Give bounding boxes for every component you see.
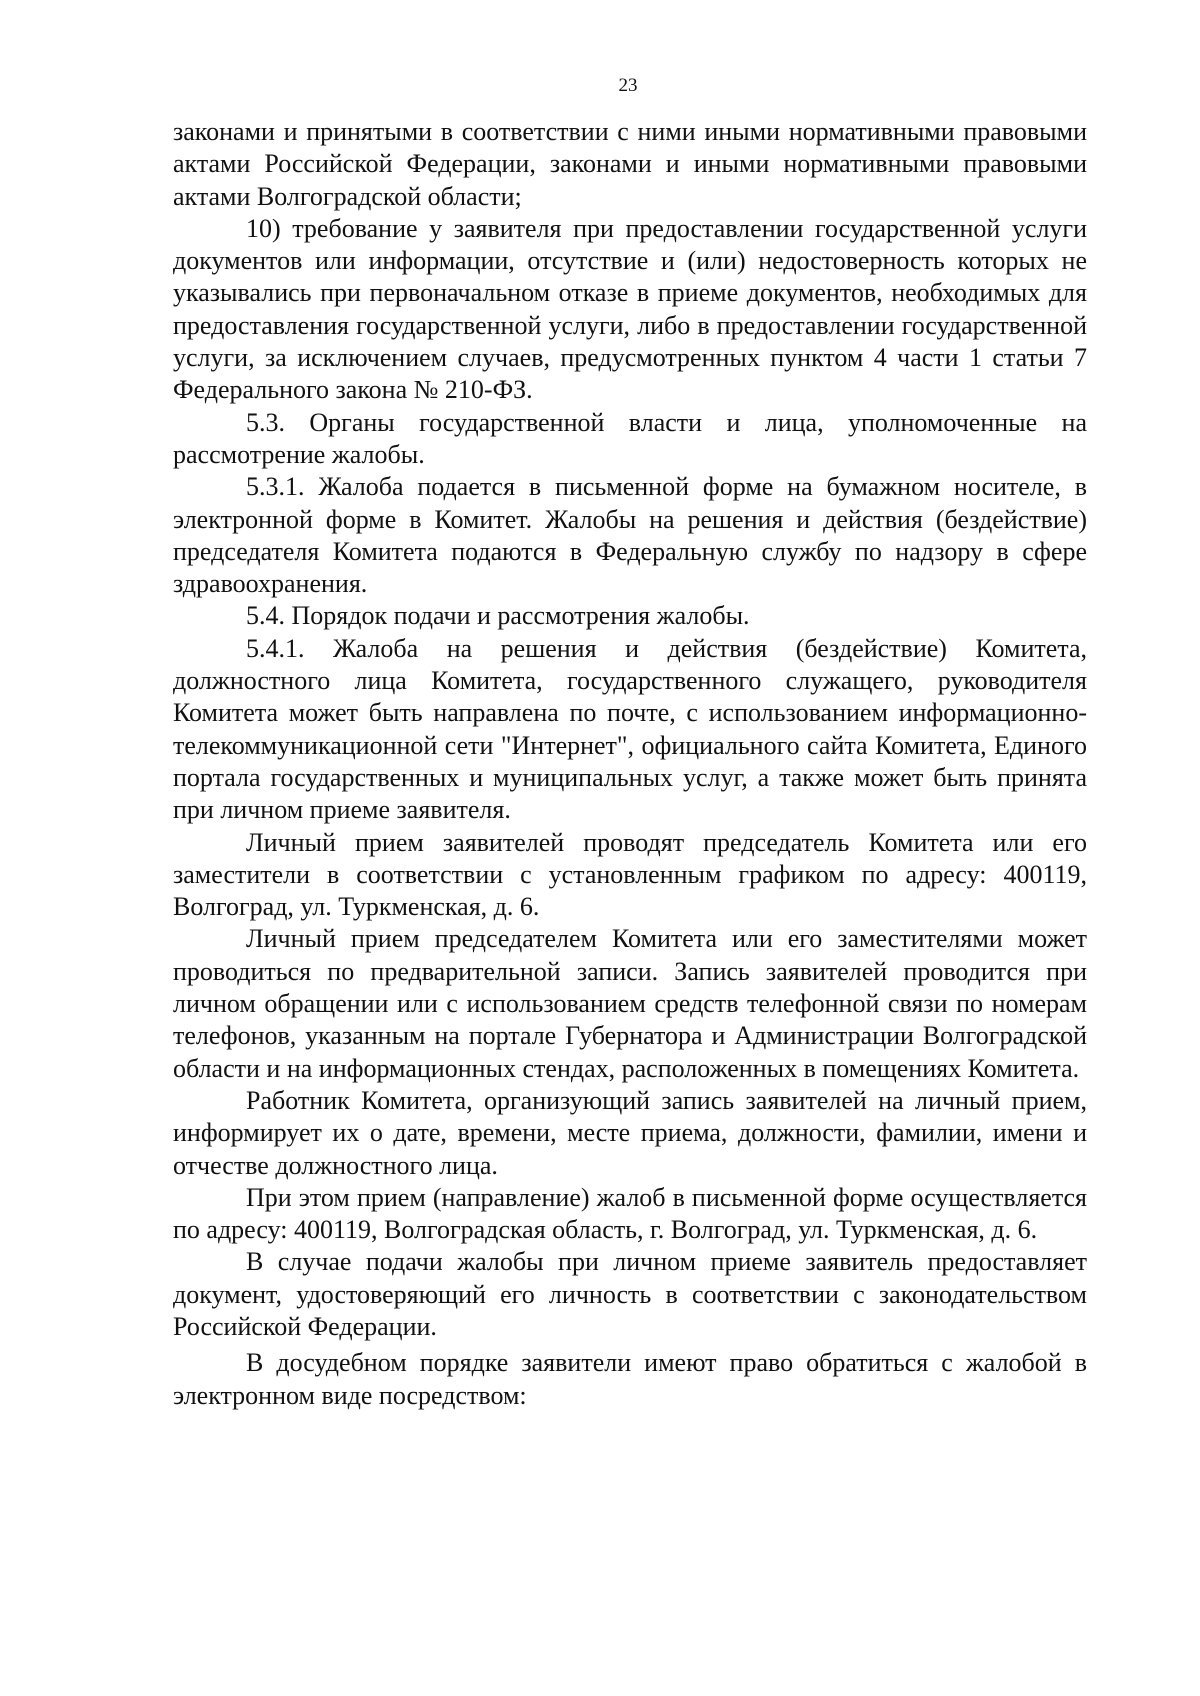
- paragraph-5-4-1: 5.4.1. Жалоба на решения и действия (бездействие) Комитета, должностного лица Комитета, государственного служащего, руководителя Комитета может быть направлена по почте, с использованием информационно-телекоммуникационной сети "Интернет", официального сайта Комитета, Единого портала государственных и муниципальных услуг, а также может быть принята при личном приеме заявителя.: [173, 633, 1087, 825]
- page-number: 23: [618, 75, 638, 96]
- paragraph-5-3: 5.3. Органы государственной власти и лица, уполномоченные на рассмотрение жалобы.: [173, 407, 1087, 469]
- paragraph-committee-worker: Работник Комитета, организующий запись заявителей на личный прием, информирует их о дате, времени, месте приема, должности, фамилии, имени и отчестве должностного лица.: [173, 1085, 1087, 1180]
- paragraph-identity-document: В случае подачи жалобы при личном приеме заявитель предоставляет документ, удостоверяющий его личность в соответствии с законодательством Российской Федерации.: [173, 1247, 1087, 1341]
- document-body: [173, 116, 1087, 1412]
- paragraph-electronic-complaint: В досудебном порядке заявители имеют право обратиться с жалобой в электронном виде посредством:: [173, 1348, 1087, 1410]
- paragraph-appointment: Личный прием председателем Комитета или его заместителями может проводиться по предварительной записи. Запись заявителей проводится при личном обращении или с использованием средств телефонной связи по номерам телефонов, указанным на портале Губернатора и Администрации Волгоградской области и на информационных стендах, расположенных в помещениях Комитета.: [173, 924, 1087, 1083]
- paragraph-5-3-1: 5.3.1. Жалоба подается в письменной форме на бумажном носителе, в электронной форме в Комитет. Жалобы на решения и действия (бездействие) председателя Комитета подаются в Федеральную службу по надзору в сфере здравоохранения.: [173, 472, 1087, 599]
- paragraph-5-4: 5.4. Порядок подачи и рассмотрения жалобы.: [246, 601, 750, 631]
- paragraph-personal-reception: Личный прием заявителей проводят председатель Комитета или его заместители в соответствии с установленным графиком по адресу: 400119, Волгоград, ул. Туркменская, д. 6.: [173, 827, 1087, 922]
- paragraph-continuation: законами и принятыми в соответствии с ними иными нормативными правовыми актами Российской Федерации, законами и иными нормативными правовыми актами Волгоградской области;: [173, 117, 1087, 211]
- paragraph-item-10: 10) требование у заявителя при предоставлении государственной услуги документов или информации, отсутствие и (или) недостоверность которых не указывались при первоначальном отказе в приеме документов, необходимых для предоставления государственной услуги, либо в предоставлении государственной услуги, за исключением случаев, предусмотренных пунктом 4 части 1 статьи 7 Федерального закона № 210-ФЗ.: [173, 213, 1087, 405]
- paragraph-written-complaints: При этом прием (направление) жалоб в письменной форме осуществляется по адресу: 400119, Волгоградская область, г. Волгоград, ул. Туркменская, д. 6.: [173, 1182, 1087, 1245]
